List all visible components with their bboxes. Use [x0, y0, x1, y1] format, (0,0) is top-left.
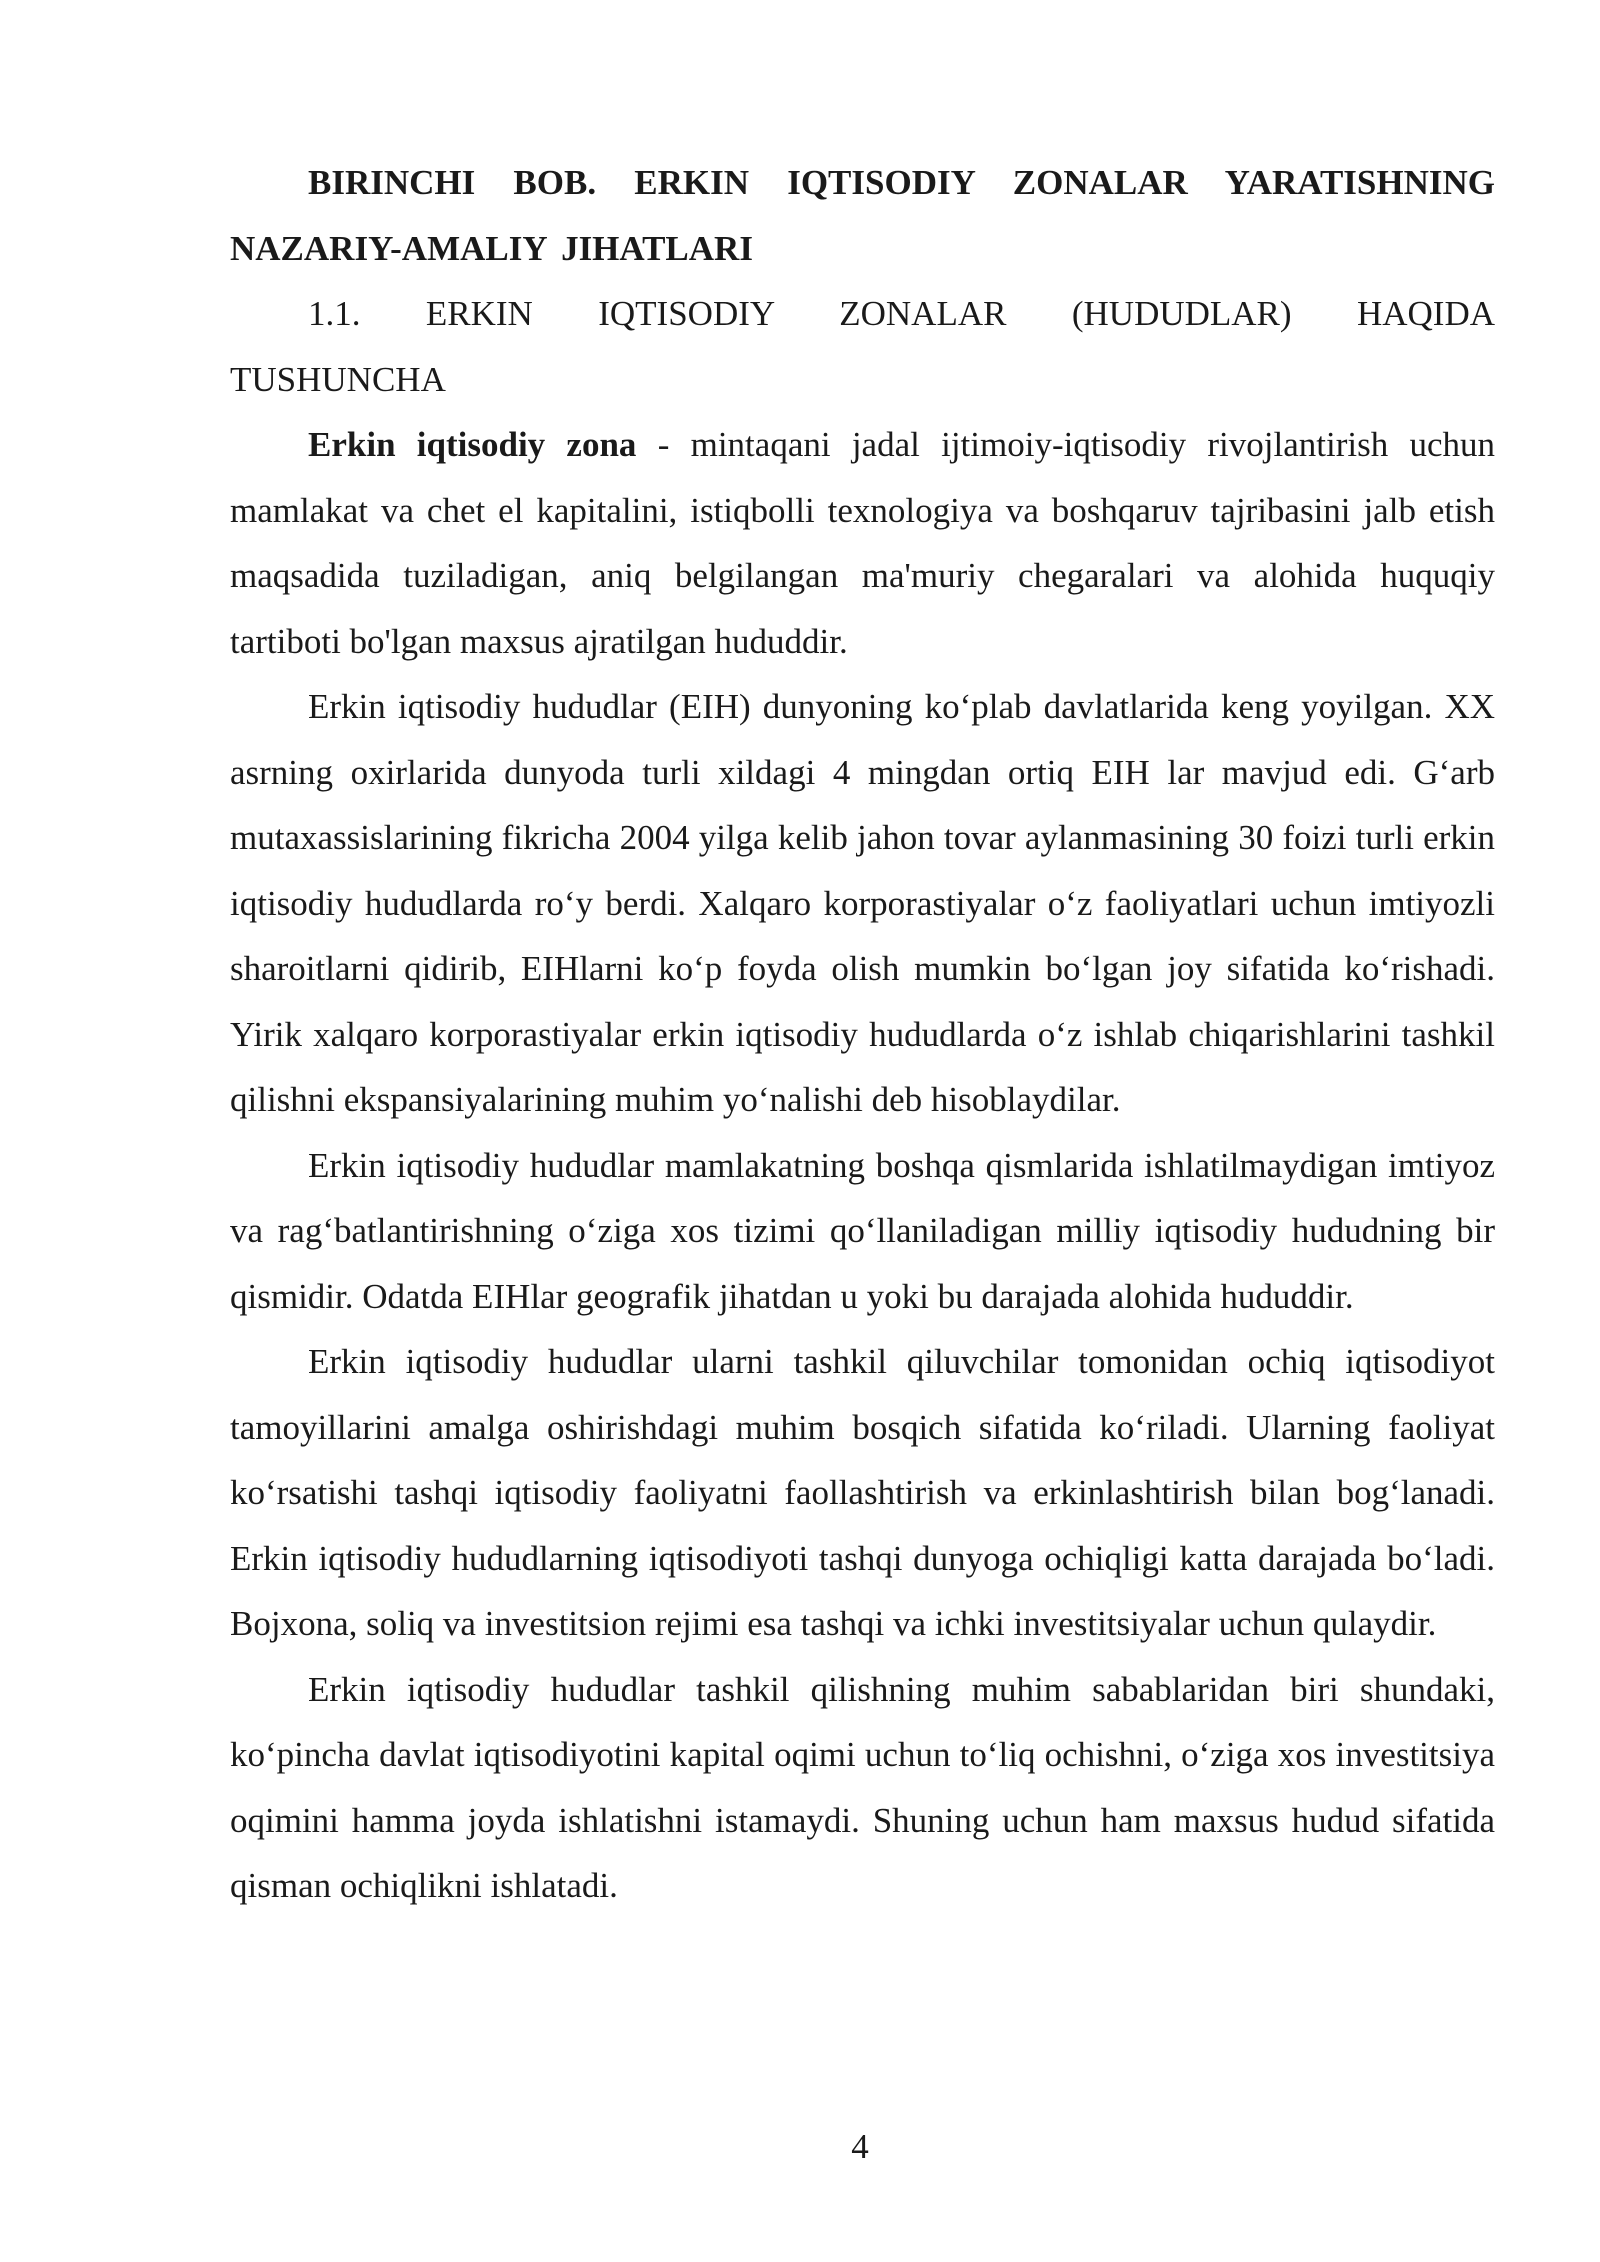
definition-term: Erkin iqtisodiy zona: [308, 425, 637, 464]
body-paragraph-4: Erkin iqtisodiy hududlar tashkil qilishning muhim sabablaridan biri shundaki, ko‘pincha davlat iqtisodiyotini kapital oqimi uchun to‘liq ochishni, o‘ziga xos investitsiya oqimini hamma joyda ishlatishni istamaydi. Shuning uchun ham maxsus hudud sifatida qisman ochiqlikni ishlatadi.: [230, 1669, 1495, 1905]
chapter-title: BIRINCHI BOB. ERKIN IQTISODIY ZONALAR YARATISHNING NAZARIY-AMALIY JIHATLARI: [230, 163, 1495, 268]
section-title: 1.1. ERKIN IQTISODIY ZONALAR (HUDUDLAR) HAQIDA TUSHUNCHA: [230, 294, 1495, 399]
definition-text: - mintaqani jadal ijtimoiy-iqtisodiy rivojlantirish uchun mamlakat va chet el kapitalini, istiqbolli texnologiya va boshqaruv tajribasini jalb etish maqsadida tuziladigan, aniq belgilangan ma'muriy chegaralari va alohida huquqiy tartiboti bo'lgan maxsus ajratilgan hududdir.: [230, 425, 1495, 661]
definition-paragraph: [230, 412, 1495, 674]
body-paragraph-1: Erkin iqtisodiy hududlar (EIH) dunyoning ko‘plab davlatlarida keng yoyilgan. XX asrning oxirlarida dunyoda turli xildagi 4 mingdan ortiq EIH lar mavjud edi. G‘arb mutaxassislarining fikricha 2004 yilga kelib jahon tovar aylanmasining 30 foizi turli erkin iqtisodiy hududlarda ro‘y berdi. Xalqaro korporastiyalar o‘z faoliyatlari uchun imtiyozli sharoitlarni qidirib, EIHlarni ko‘p foyda olish mumkin bo‘lgan joy sifatida ko‘rishadi. Yirik xalqaro korporastiyalar erkin iqtisodiy hududlarda o‘z ishlab chiqarishlarini tashkil qilishni ekspansiyalarining muhim yo‘nalishi deb hisoblaydilar.: [230, 687, 1495, 1119]
body-paragraph-2: Erkin iqtisodiy hududlar mamlakatning boshqa qismlarida ishlatilmaydigan imtiyoz va rag‘batlantirishning o‘ziga xos tizimi qo‘llaniladigan milliy iqtisodiy hududning bir qismidir. Odatda EIHlar geografik jihatdan u yoki bu darajada alohida hududdir.: [230, 1145, 1495, 1316]
document-page: [230, 150, 1495, 1919]
page-number: 4: [851, 2127, 869, 2166]
body-paragraph-3: Erkin iqtisodiy hududlar ularni tashkil qiluvchilar tomonidan ochiq iqtisodiyot tamoyillarini amalga oshirishdagi muhim bosqich sifatida ko‘riladi. Ularning faoliyat ko‘rsatishi tashqi iqtisodiy faoliyatni faollashtirish va erkinlashtirish bilan bog‘lanadi. Erkin iqtisodiy hududlarning iqtisodiyoti tashqi dunyoga ochiqligi katta darajada bo‘ladi. Bojxona, soliq va investitsion rejimi esa tashqi va ichki investitsiyalar uchun qulaydir.: [230, 1342, 1495, 1643]
